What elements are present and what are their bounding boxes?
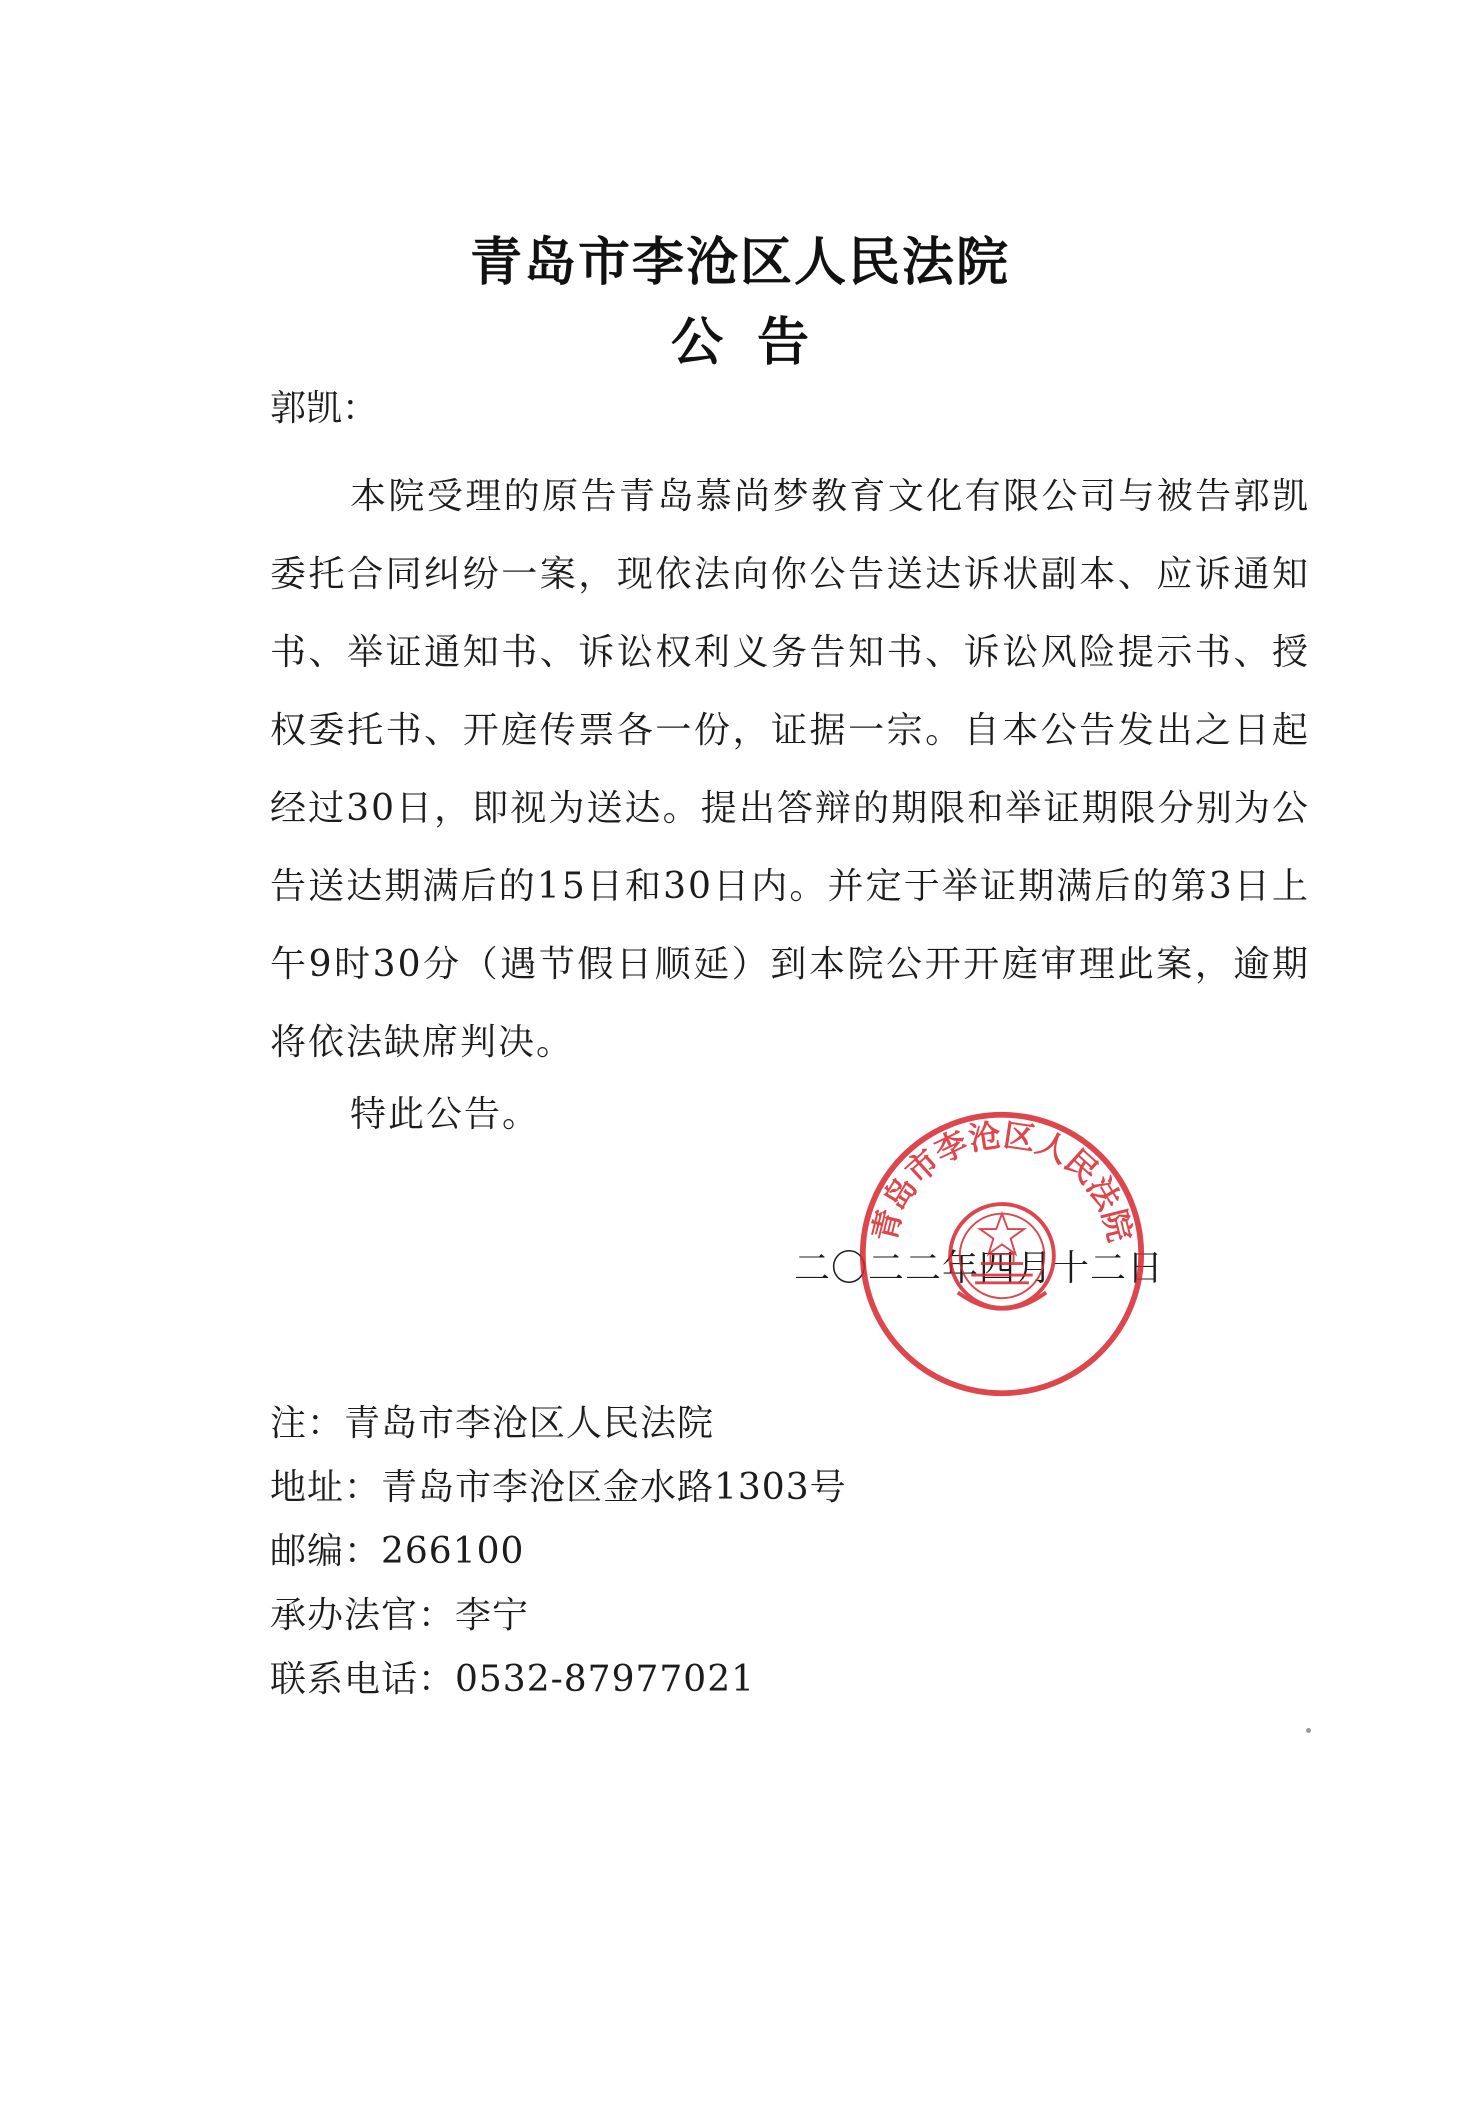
addressee: 郭凯： xyxy=(270,388,379,429)
contact-footer xyxy=(270,1392,847,1712)
notice-title: 公告 xyxy=(670,312,843,373)
seal-text xyxy=(866,1117,1139,1246)
issue-date: 二〇二二年四月十二日 xyxy=(794,1248,1165,1289)
footer-judge: 承办法官：李宁 xyxy=(270,1595,530,1636)
national-emblem-icon xyxy=(950,1204,1054,1309)
footer-postcode: 邮编：266100 xyxy=(270,1531,525,1572)
notice-body: 本院受理的原告青岛慕尚梦教育文化有限公司与被告郭凯委托合同纠纷一案，现依法向你公告送达诉状副本、应诉通知书、举证通知书、诉讼权利义务告知书、诉讼风险提示书、授权委托书、开庭传票各一份，证据一宗。自本公告发出之日起经过30日，即视为送达。提出答辩的期限和举证期限分别为公告送达期满后的15日和30日内。并定于举证期满后的第3日上午9时30分（遇节假日顺延）到本院公开开庭审理此案，逾期将依法缺席判决。 xyxy=(270,476,1310,1063)
footer-phone: 联系电话：0532-87977021 xyxy=(270,1659,756,1700)
closing-phrase: 特此公告。 xyxy=(350,1094,541,1135)
seal-text-path: 青岛市李沧区人民法院 xyxy=(865,1116,1139,1246)
court-title: 青岛市李沧区人民法院 xyxy=(469,232,1010,293)
court-seal xyxy=(858,1110,1146,1398)
scan-speck xyxy=(1306,1728,1311,1733)
footer-note: 注：青岛市李沧区人民法院 xyxy=(270,1403,715,1444)
footer-address: 地址：青岛市李沧区金水路1303号 xyxy=(270,1467,847,1508)
